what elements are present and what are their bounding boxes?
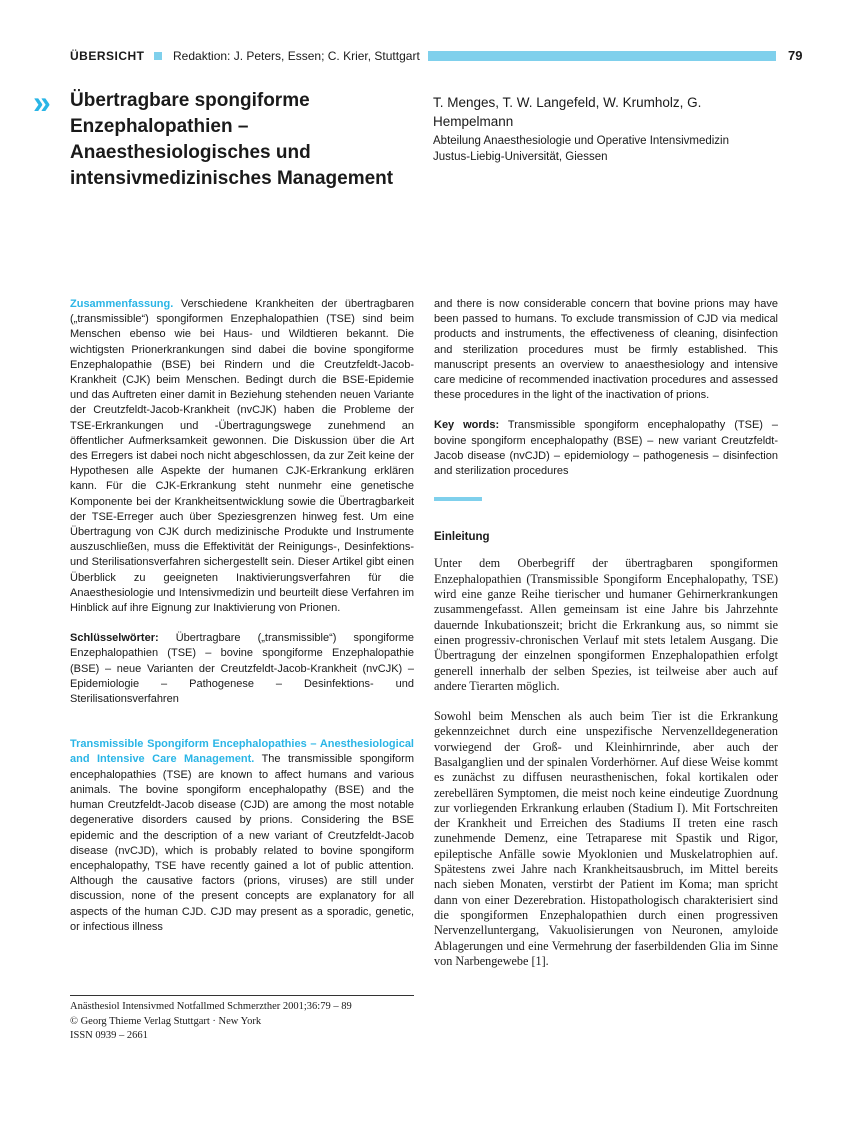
citation-footer [70, 995, 414, 1044]
page-number: 79 [788, 48, 803, 63]
keywords-german-text: Übertragbare („transmissible“) spongiforme Enzephalopathien (TSE) – bovine spongiforme Enzephalopathie (BSE) – neue Varianten der Creutzfeldt-Jacob-Krankheit (nvCJK) – Epidemiologie – Pathogenese – Desinfektions- und Sterilisationsverfahren [70, 632, 414, 706]
introduction-paragraph: Unter dem Oberbegriff der übertragbaren spongiformen Enzephalopathien (Transmissible Spongiform Encephalopathy, TSE) wird eine ganze Reihe tierischer und humaner Gehirnerkrankungen zusammengefasst. Allen gemeinsam ist eine Jahre bis Jahrzehnte dauernde Inkubationszeit; bricht die Erkrankung aus, so nimmt sie einen progressiv-chronischen Verlauf mit stets letalem Ausgang. Die Übertragung der einzelnen spongiformen Enzephalopathien erfolgt generell innerhalb der selben Spezies, ist teilweise aber auch auf andere Tierarten möglich. [434, 556, 778, 693]
abstract-english [70, 737, 414, 935]
affiliation-line: Justus-Liebig-Universität, Giessen [433, 151, 608, 163]
keywords-german [70, 631, 414, 707]
publisher-line: © Georg Thieme Verlag Stuttgart · New York [70, 1015, 262, 1027]
keywords-english-label: Key words: [434, 419, 500, 432]
abstract-english-continued: and there is now considerable concern that bovine prions may have been passed to humans. To exclude transmission of CJD via medical products and instruments, the effectiveness of cleaning, disinfection and sterilization procedures must be firmly established. This manuscript presents an overview to anaesthesiology and intensive care medicine of recommended inactivation procedures and assessed these procedures in the light of the inactivation of prions. [434, 298, 778, 402]
affiliation [433, 133, 773, 165]
editors-line: Redaktion: J. Peters, Essen; C. Krier, Stuttgart [173, 49, 420, 63]
abstract-german-text: Verschiedene Krankheiten der übertragbaren („transmissible“) spongiformen Enzephalopathien (TSE) sind beim Menschen ebenso wie bei Haus- und Wildtieren bekannt. Die wichtigsten Prionerkrankungen sind dabei die bovine spongiforme Enzephalopathie (BSE) bei Rindern und die Creutzfeldt-Jacob-Krankheit (CJK) beim Menschen. Bedingt durch die BSE-Epidemie und das Auftreten einer damit in Beziehung stehenden neuen Variante der Creutzfeldt-Jacob-Krankheit (nvCJK) haben die Probleme der TSE-Erkrankungen und -Übertragungswege zunehmend an öffentlicher Aufmerksamkeit gewonnen. Die Diskussion über die Art des Erregers ist dabei noch nicht abgeschlossen, da zur Zeit keine der Hypothesen alle Aspekte der humanen CJK-Erkrankung erklären kann. Für die CJK-Erkrankung steht nunmehr eine genetische Komponente bei der Krankheitsentwicklung sowie die Übertragbarkeit der TSE-Erreger auch über Speziesgrenzen hinweg fest. Um eine Übertragung von CJK durch medizinische Produkte und Instrumente auszuschließen, muss die Effektivität der Reinigungs-, Desinfektions- und Sterilisationsverfahren sichergestellt sein. Dieser Artikel gibt einen Überblick zu geeigneten Inaktivierungsverfahren für die Anaesthesiologie und Intensivmedizin und beurteilt diese Verfahren im Hinblick auf ihre Eignung zur Inaktivierung von Prionen. [70, 298, 414, 615]
abstract-english-text: The transmissible spongiform encephalopathies (TSE) are known to affect humans and various animals. The bovine spongiform encephalopathy (BSE) and the human Creutzfeldt-Jacob disease (CJD) are among the most notable degenerative disorders caused by prions. Considering the BSE epidemic and the description of a new variant of Creutzfeldt-Jacob disease (nvCJD), which is probably related to bovine spongiform encephalopathy, TSE have recently gained a lot of public attention. Although the causative factors (prions, viruses) are still under discussion, none of the present concepts are explanatory for all aspects of the human CJD. CJD may present as a sporadic, genetic, or infectious illness [70, 753, 414, 933]
title-chevron-mark: » [33, 84, 47, 120]
introduction-heading: Einleitung [434, 531, 490, 544]
introduction-paragraph: Sowohl beim Menschen als auch beim Tier ist die Erkrankung gekennzeichnet durch eine unspezifische Nervenzelldegeneration vorwiegend der Groß- und Kleinhirnrinde, aber auch der Basalganglien und der spinalen Vorderhörner. Auf diese Weise kommt es zunächst zu diffusen neurasthenischen, fokal kortikalen oder zerebellären Symptomen, die meist noch keine eindeutige Zuordnung zur vorliegenden Erkrankung erlauben (Stadium I). Mit Fortschreiten der Krankheit und Erreichen des Stadiums II treten eine rasch zunehmende Demenz, eine Tetraparese mit Spastik und Rigor, epileptische Anfälle sowie Myoklonien und Muskelatrophien auf. Spätestens zwei Jahre nach Krankheitsausbruch, im Mittel bereits nach sieben Monaten, verstirbt der Patient im Koma; man spricht dann von einer Dezerebration. Histopathologisch charakterisiert sind die spongiformen Enzephalopathien durch einen progressiven Nervenzelluntergang, Vakuolisierungen von Neuronen, amyloide Ablagerungen und eine Vermehrung der faserbildenden Glia im Sinne von Narbengewebe [1]. [434, 709, 778, 968]
keywords-english-text: Transmissible spongiform encephalopathy (TSE) – bovine spongiform encephalopathy (BSE) – new variant Creutzfeldt-Jacob disease (nvCJD) – epidemiology – pathogenesis – disinfection and sterilization procedures [434, 419, 778, 478]
header-accent-bar [428, 51, 776, 61]
section-label: ÜBERSICHT [70, 49, 145, 63]
keywords-english [434, 418, 778, 479]
article-title: Übertragbare spongiforme Enzephalopathien – Anaesthesiologisches und intensivmedizinisches Management [70, 90, 394, 189]
abstract-german-label: Zusammenfassung. [70, 298, 174, 310]
right-column [434, 297, 778, 969]
left-column [70, 297, 414, 935]
issn-line: ISSN 0939 – 2661 [70, 1030, 148, 1041]
affiliation-line: Abteilung Anaesthesiologie und Operative Intensivmedizin [433, 135, 729, 147]
abstract-german [70, 297, 414, 616]
author-list: T. Menges, T. W. Langefeld, W. Krumholz, G. Hempelmann [433, 95, 702, 129]
keywords-german-label: Schlüsselwörter: [70, 632, 159, 645]
journal-citation: Anästhesiol Intensivmed Notfallmed Schmerzther 2001;36:79 – 89 [70, 1001, 352, 1012]
section-divider-bar [434, 497, 482, 501]
section-marker-square [154, 52, 162, 60]
abstract-english-label: Transmissible Spongiform Encephalopathies – Anesthesiological and Intensive Care Management. [70, 738, 414, 766]
